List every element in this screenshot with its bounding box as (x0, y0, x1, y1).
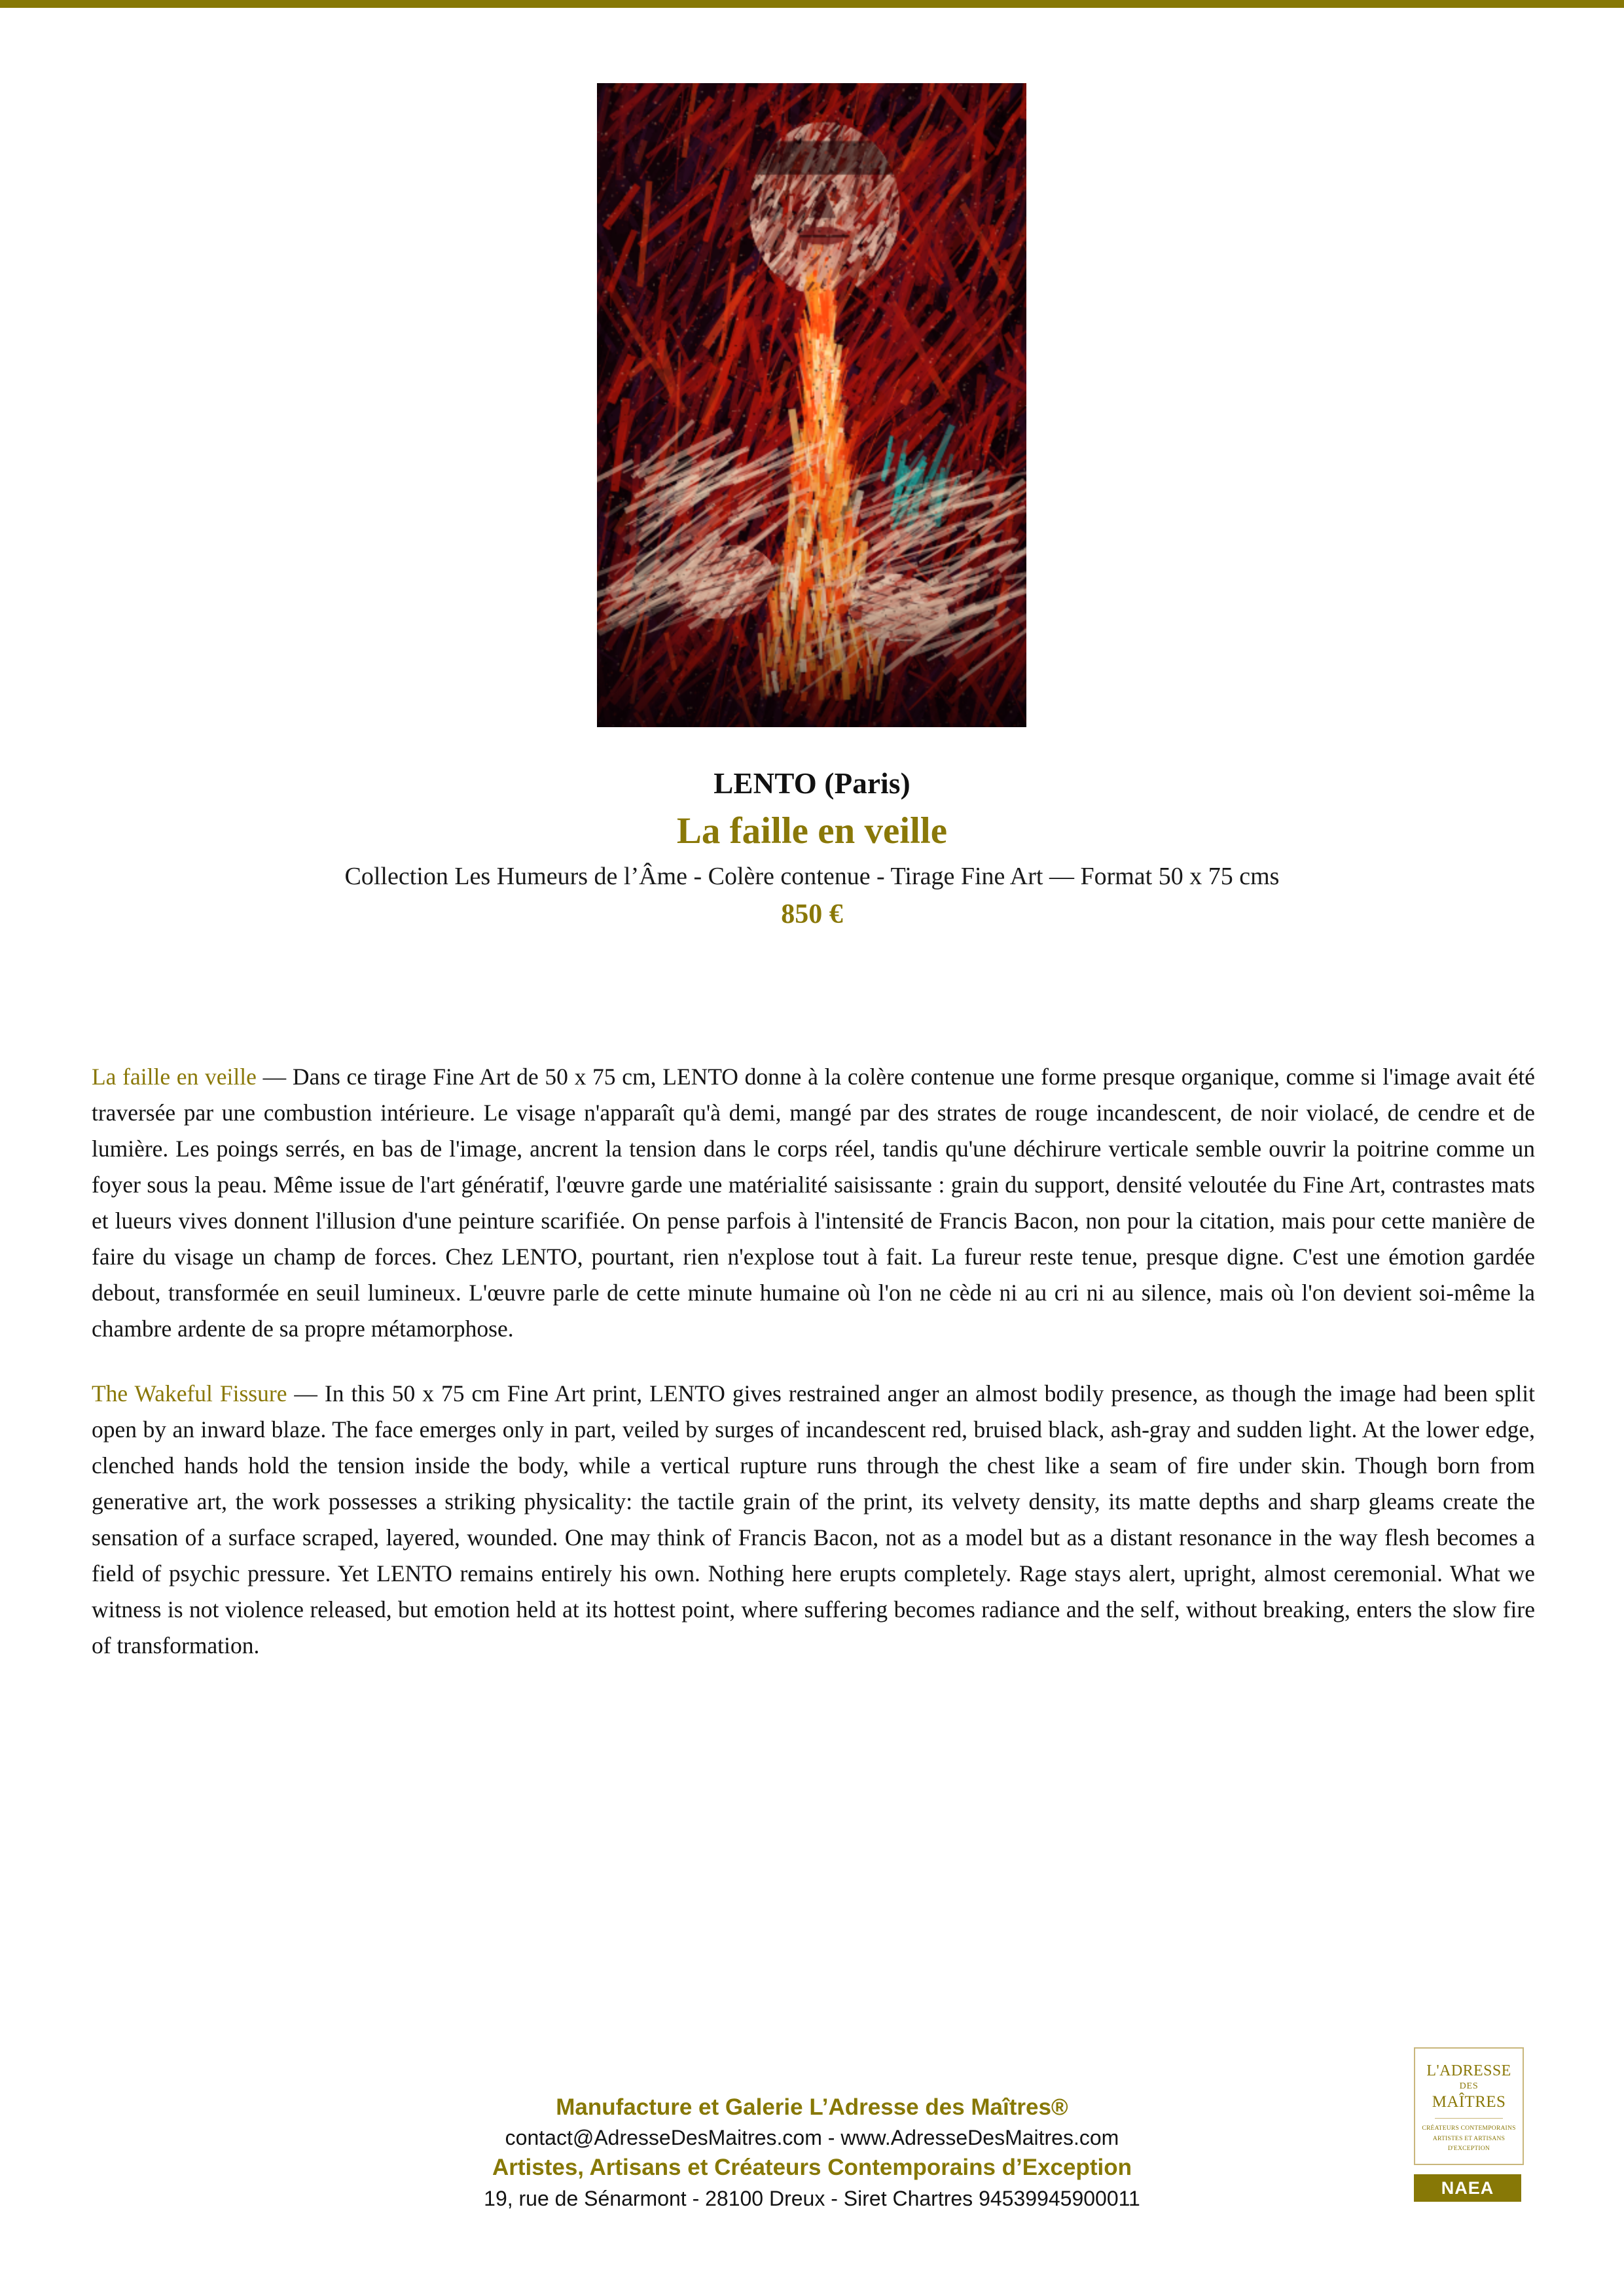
logo-sub-createurs: CRÉATEURS CONTEMPORAINS (1422, 2125, 1516, 2132)
paragraph-english (92, 1376, 1535, 1664)
work-title: La faille en veille (676, 810, 948, 852)
logo-line-adresse: L'ADRESSE (1426, 2062, 1511, 2079)
artwork-canvas (597, 83, 1026, 727)
paragraph-french (92, 1059, 1535, 1347)
title-block (0, 767, 1624, 933)
naea-badge: NAEA (1414, 2174, 1521, 2202)
paragraph-english-dash: — (287, 1380, 325, 1407)
logo-line-des: DES (1459, 2081, 1479, 2092)
logo-sub-exception: D'EXCEPTION (1447, 2145, 1490, 2153)
logo-card (1414, 2047, 1524, 2165)
paragraph-french-lede: La faille en veille (92, 1064, 257, 1090)
footer-company-name: Manufacture et Galerie L’Adresse des Maîtres® (556, 2094, 1068, 2120)
brand-logo-block (1414, 2047, 1525, 2202)
work-subtitle: Collection Les Humeurs de l’Âme - Colère contenue - Tirage Fine Art — Format 50 x 75 cms (344, 863, 1280, 890)
page-footer (0, 2092, 1624, 2213)
logo-sub-artistes: ARTISTES ET ARTISANS (1432, 2135, 1506, 2142)
paragraph-french-dash: — (256, 1064, 293, 1090)
paragraph-english-text: In this 50 x 75 cm Fine Art print, LENTO gives restrained anger an almost bodily presence, as though the image had been split open by an inward blaze. The face emerges only in part, veiled by surges of incandescent red, bruised black, ash-gray and sudden light. At the lower edge, clenched hands hold the tension inside the body, while a vertical rupture runs through the chest like a seam of fire under skin. Though born from generative art, the work possesses a striking physicality: the tactile grain of the print, its velvety density, its matte depths and sharp gleams create the sensation of a surface scraped, layered, wounded. One may think of Francis Bacon, not as a model but as a distant resonance in the way flesh becomes a field of psychic pressure. Yet LENTO remains entirely his own. Nothing here erupts completely. Rage stays alert, upright, almost ceremonial. What we witness is not violence released, but emotion held at its hottest point, where suffering becomes radiance and the self, without breaking, enters the slow fire of transformation. (92, 1380, 1535, 1659)
footer-tagline: Artistes, Artisans et Créateurs Contemporains d’Exception (492, 2155, 1132, 2181)
logo-divider (1435, 2118, 1503, 2119)
top-accent-bar (0, 0, 1624, 8)
paragraph-english-lede: The Wakeful Fissure (92, 1380, 287, 1407)
logo-line-maitres: MAÎTRES (1432, 2093, 1506, 2111)
work-price: 850 € (781, 899, 843, 930)
description-body (92, 1059, 1535, 1664)
artist-name: LENTO (Paris) (713, 767, 911, 800)
artwork-image (597, 83, 1026, 727)
footer-contact[interactable]: contact@AdresseDesMaitres.com - www.AdresseDesMaitres.com (505, 2126, 1119, 2150)
paragraph-french-text: Dans ce tirage Fine Art de 50 x 75 cm, LENTO donne à la colère contenue une forme presque organique, comme si l'image avait été traversée par une combustion intérieure. Le visage n'apparaît qu'à demi, mangé par des strates de rouge incandescent, de noir violacé, de cendre et de lumière. Les poings serrés, en bas de l'image, ancrent la tension dans le corps réel, tandis qu'une déchirure verticale semble ouvrir la poitrine comme un foyer sous la peau. Même issue de l'art génératif, l'œuvre garde une matérialité saisissante : grain du support, densité veloutée du Fine Art, contrastes mats et lueurs vives donnent l'illusion d'une peinture scarifiée. On pense parfois à l'intensité de Francis Bacon, non pour la citation, mais pour cette manière de faire du visage un champ de forces. Chez LENTO, pourtant, rien n'explose tout à fait. La fureur reste tenue, presque digne. C'est une émotion gardée debout, transformée en seuil lumineux. L'œuvre parle de cette minute humaine où l'on ne cède ni au cri ni au silence, mais où l'on devient soi-même la chambre ardente de sa propre métamorphose. (92, 1064, 1535, 1342)
footer-address: 19, rue de Sénarmont - 28100 Dreux - Siret Chartres 94539945900011 (484, 2186, 1140, 2210)
